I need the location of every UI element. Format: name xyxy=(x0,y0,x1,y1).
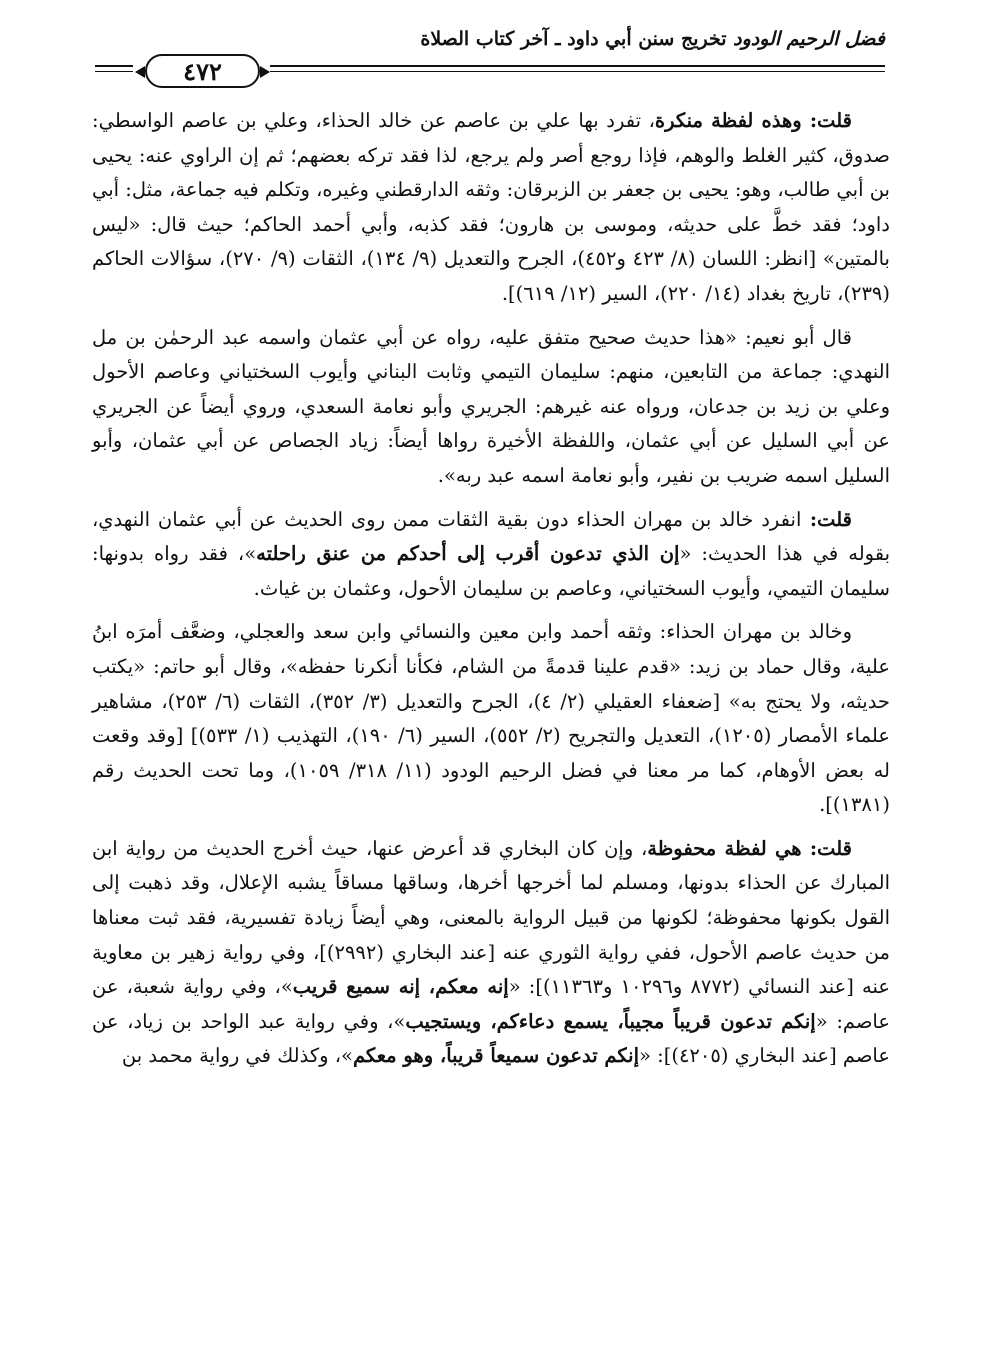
page-number: ٤٧٢ xyxy=(183,56,222,86)
paragraph xyxy=(92,503,890,607)
bold-text-segment: هي لفظة محفوظة xyxy=(647,836,802,860)
page-number-badge xyxy=(145,54,260,88)
bold-text-segment: إنكم تدعون قريباً مجيباً، يسمع دعاءكم، ويستجيب xyxy=(405,1009,816,1033)
text-segment: »، وفي رواية عبد الواحد بن زياد، عن عاصم [عند البخاري (٤٢٠٥)]: « xyxy=(92,1009,890,1068)
header-rule-right-bottom xyxy=(270,71,885,72)
paragraph xyxy=(92,321,890,494)
bold-text-segment: وهذه لفظة منكرة xyxy=(654,109,802,132)
bold-text-segment: قلت: xyxy=(801,507,852,531)
page-badge-arrow-left-icon xyxy=(135,66,145,78)
bold-text-segment: إنكم تدعون سميعاً قريباً، وهو معكم xyxy=(352,1044,640,1068)
text-segment: وخالد بن مهران الحذاء: وثقه أحمد وابن معين والنسائي وابن سعد والعجلي، وضعَّف أمرَه ابنُ علية، وقال حماد بن زيد: «قدم علينا قدمةً من الشام، فكأنا أنكرنا حفظه»، وقال أبو حاتم: «يكتب حديثه، ولا يحتج به» [ضعفاء العقيلي (٢/ ٤)، الجرح والتعديل (٣/ ٣٥٢)، الثقات (٦/ ٢٥٣)، مشاهير علماء الأمصار (١٢٠٥)، التعديل والتجريح (٢/ ٥٥٢)، السير (٦/ ١٩٠)، التهذيب (١/ ٥٣٣)] [وقد وقعت له بعض الأوهام، كما مر معنا في فضل الرحيم الودود (١١/ ٣١٨/ ١٠٥٩)، وما تحت الحديث رقم (١٣٨١)]. xyxy=(92,620,890,817)
header-rule-left-top xyxy=(95,65,133,67)
bold-text-segment: قلت: xyxy=(801,109,852,132)
text-segment: ، تفرد بها علي بن عاصم عن خالد الحذاء، وعلي بن عاصم الواسطي: صدوق، كثير الغلط والوهم، فإذا روجع أصر ولم يرجع، لذا فقد تركه بعضهم؛ ثم إن الراوي عنه: يحيى بن أبي طالب، وهو: يحيى بن جعفر بن الزبرقان: وثقه الدارقطني وغيره، وتكلم فيه جماعة، مثل: أبي داود؛ فقد خطَّ على حديثه، وموسى بن هارون؛ فقد كذبه، وأبي أحمد الحاكم؛ حيث قال: «ليس بالمتين» [انظر: اللسان (٨/ ٤٢٣ و٤٥٢)، الجرح والتعديل (٩/ ١٣٤)، الثقات (٩/ ٢٧٠)، سؤالات الحاكم (٢٣٩)، تاريخ بغداد (١٤/ ٢٢٠)، السير (١٢/ ٦١٩)]. xyxy=(92,109,890,305)
paragraph xyxy=(92,832,890,1074)
bold-text-segment: إنه معكم، إنه سميع قريب xyxy=(292,975,509,999)
bold-text-segment: قلت: xyxy=(801,836,852,860)
text-segment: انفرد خالد بن مهران الحذاء دون بقية الثقات ممن روى الحديث عن أبي عثمان النهدي، بقوله في هذا الحديث: « xyxy=(92,507,891,566)
text-segment: ، وإن كان البخاري قد أعرض عنها، حيث أخرج الحديث من رواية ابن المبارك عن الحذاء بدونها، ومسلم لما أخرجها أخرها، وساقها مساقاً يشبه الإعلال، وقد ذهبت إلى القول بكونها محفوظة؛ لكونها من قبيل الرواية بالمعنى، وهي أيضاً زيادة تفسيرية، فقد ثبت معناها من حديث عاصم الأحول، ففي رواية الثوري عنه [عند البخاري (٢٩٩٢)]، وفي رواية زهير بن معاوية عنه [عند النسائي (٨٧٧٢ و١٠٢٩٦ و١١٣٦٣)]: « xyxy=(92,836,890,999)
header-rule-left-bottom xyxy=(95,71,133,72)
paragraph xyxy=(92,104,890,312)
running-title-chapter: تخريج سنن أبي داود ـ آخر كتاب الصلاة xyxy=(420,28,734,50)
running-title xyxy=(420,28,885,50)
text-segment: »، وكذلك في رواية محمد بن xyxy=(121,1044,353,1068)
page-badge-arrow-right-icon xyxy=(260,66,270,78)
text-segment: »، وفي رواية شعبة، عن عاصم: « xyxy=(92,975,891,1033)
bold-text-segment: إن الذي تدعون أقرب إلى أحدكم من عنق راحلته xyxy=(256,542,680,566)
text-segment: قال أبو نعيم: «هذا حديث صحيح متفق عليه، رواه عن أبي عثمان واسمه عبد الرحمٰن بن مل النهدي: جماعة من التابعين، منهم: سليمان التيمي وثابت البناني وأيوب السختياني وعاصم الأحول وعلي بن زيد بن جدعان، ورواه عنه غيرهم: الجريري وأبو نعامة السعدي، وروي أيضاً عن الجريري عن أبي السليل عن أبي عثمان، واللفظة الأخيرة رواها أيضاً: زياد الجصاص عن أبي عثمان، وأبو السليل اسمه ضريب بن نفير، وأبو نعامة اسمه عبد ربه». xyxy=(92,325,890,487)
body-text xyxy=(92,104,890,1083)
page-header xyxy=(95,22,885,92)
running-title-book: فضل الرحيم الودود xyxy=(733,28,885,50)
paragraph xyxy=(92,615,890,823)
header-rule-right-top xyxy=(270,65,885,67)
text-segment: »، فقد رواه بدونها: سليمان التيمي، وأيوب السختياني، وعاصم بن سليمان الأحول، وعثمان بن غياث. xyxy=(92,542,890,600)
